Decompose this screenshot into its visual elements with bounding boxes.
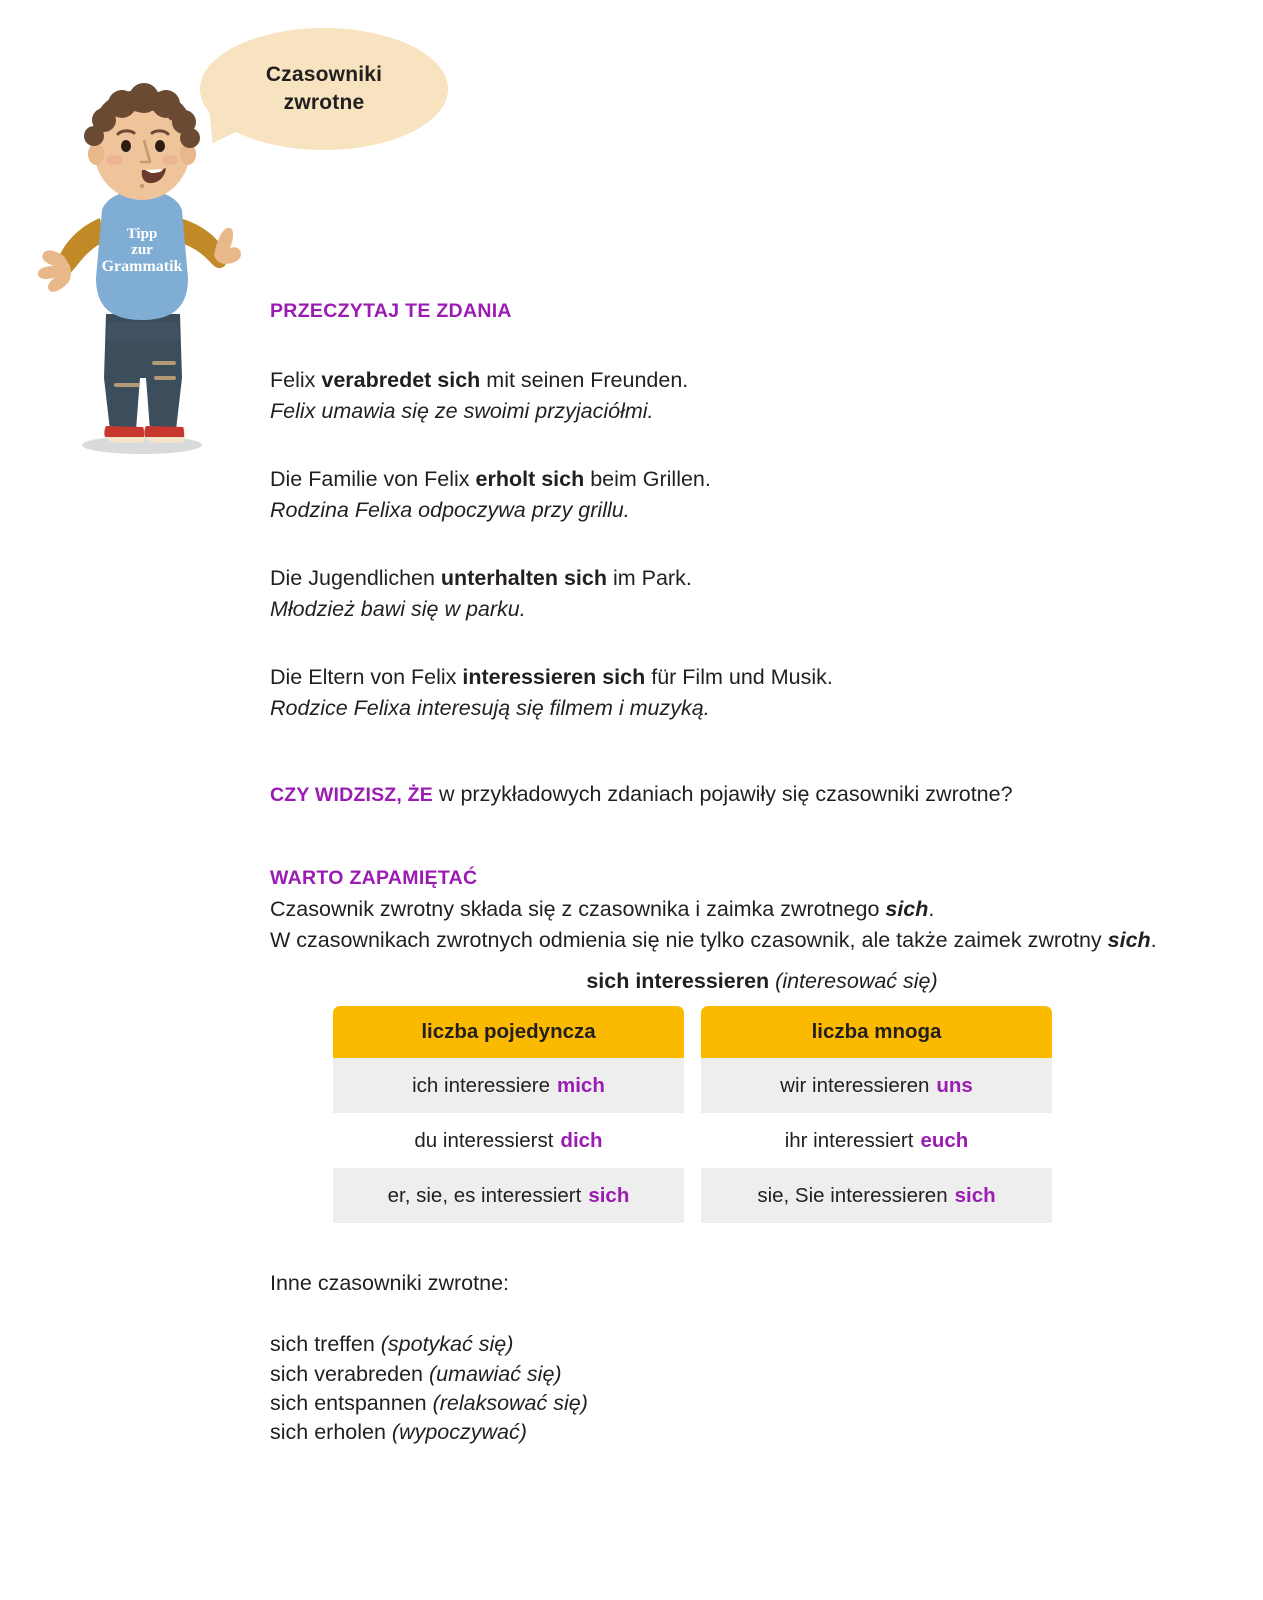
reflexive-pronoun: sich: [954, 1183, 996, 1207]
german-reflexive-verb: interessieren sich: [462, 665, 646, 690]
conjugation-table-title: [270, 969, 1230, 994]
conjugation-verb: sich interessieren: [586, 969, 770, 994]
reflexive-pronoun: mich: [557, 1073, 605, 1097]
german-sentence: [270, 464, 1230, 495]
shirt-text-line3: Grammatik: [101, 258, 183, 275]
remember-line-2: [270, 925, 1230, 956]
shirt-text-line2: zur: [131, 242, 153, 258]
german-reflexive-verb: verabredet sich: [321, 368, 481, 392]
remember-heading: WARTO ZAPAMIĘTAĆ: [270, 867, 478, 890]
conjugation-verb-form: er, sie, es interessiert: [387, 1183, 582, 1207]
list-item: [270, 1360, 1230, 1389]
reflexive-pronoun: uns: [936, 1073, 973, 1097]
notice-rest: w przykładowych zdaniach pojawiły się czasowniki zwrotne?: [432, 782, 1013, 807]
worksheet-content: [270, 300, 1230, 1447]
remember-line-2-after: .: [1150, 927, 1157, 952]
verb-polish: (umawiać się): [428, 1361, 562, 1386]
sentence-pair: [270, 563, 1230, 624]
remember-line-1-bold: sich: [885, 897, 929, 922]
german-text-before: Felix: [270, 368, 322, 392]
verb-polish: (relaksować się): [432, 1390, 588, 1415]
reflexive-pronoun: euch: [920, 1128, 969, 1152]
other-verbs-lead: Inne czasowniki zwrotne:: [270, 1271, 509, 1296]
speech-bubble: [200, 28, 448, 150]
list-item: [270, 1389, 1230, 1418]
german-reflexive-verb: erholt sich: [475, 467, 585, 492]
other-verbs-section: [270, 1271, 1230, 1447]
remember-line-2-before: W czasownikach zwrotnych odmienia się nie tylko czasownik, ale także zaimek zwrotny: [270, 927, 1108, 952]
conjugation-verb-form: ich interessiere: [412, 1073, 550, 1097]
remember-line-1-after: .: [928, 897, 935, 922]
conjugation-verb-form: ihr interessiert: [784, 1128, 914, 1152]
remember-line-1: [270, 894, 1230, 925]
conjugation-column-plural: [701, 1006, 1052, 1223]
speech-bubble-line-2: zwrotne: [283, 91, 365, 114]
speech-bubble-line-1: Czasowniki: [265, 62, 383, 86]
conjugation-verb-form: wir interessieren: [780, 1073, 930, 1097]
plural-column-header: liczba mnoga: [701, 1006, 1052, 1058]
example-sentence-list: [270, 365, 1230, 723]
table-row: [701, 1058, 1052, 1113]
german-sentence: [270, 365, 1230, 396]
table-row: [333, 1058, 684, 1113]
sentence-pair: [270, 464, 1230, 525]
reflexive-pronoun: dich: [560, 1128, 603, 1152]
shirt-text-line1: Tipp: [126, 226, 158, 242]
remember-section: [270, 867, 1230, 955]
table-row: [333, 1113, 684, 1168]
german-text-after: mit seinen Freunden.: [480, 368, 689, 392]
german-text-after: im Park.: [606, 566, 692, 591]
singular-column-header: liczba pojedyncza: [333, 1006, 684, 1058]
conjugation-table: [333, 1006, 1053, 1223]
german-reflexive-verb: unterhalten sich: [440, 566, 607, 591]
other-verbs-list: [270, 1330, 1230, 1447]
reflexive-pronoun: sich: [588, 1183, 630, 1207]
remember-line-2-bold: sich: [1107, 927, 1151, 952]
german-sentence: [270, 563, 1230, 594]
conjugation-column-singular: [333, 1006, 684, 1223]
notice-lead: CZY WIDZISZ, ŻE: [270, 784, 433, 807]
verb-german: sich entspannen: [270, 1390, 433, 1415]
verb-german: sich verabreden: [270, 1361, 429, 1386]
verb-german: sich erholen: [270, 1420, 392, 1445]
german-text-before: Die Eltern von Felix: [270, 665, 463, 690]
sentence-pair: [270, 365, 1230, 426]
table-row: [333, 1168, 684, 1223]
german-sentence: [270, 662, 1230, 693]
verb-polish: (spotykać się): [380, 1332, 514, 1357]
verb-polish: (wypoczywać): [391, 1420, 527, 1445]
german-text-before: Die Familie von Felix: [270, 467, 476, 492]
read-section-heading: PRZECZYTAJ TE ZDANIA: [270, 300, 512, 322]
german-text-after: für Film und Musik.: [645, 665, 833, 690]
list-item: [270, 1418, 1230, 1447]
conjugation-verb-form: sie, Sie interessieren: [757, 1183, 948, 1207]
verb-german: sich treffen: [270, 1332, 381, 1357]
conjugation-verb-translation: (interesować się): [775, 969, 938, 994]
remember-line-1-before: Czasownik zwrotny składa się z czasownika i zaimka zwrotnego: [270, 897, 886, 922]
polish-translation: Rodzice Felixa interesują się filmem i muzyką.: [270, 695, 710, 720]
german-text-before: Die Jugendlichen: [270, 566, 441, 591]
list-item: [270, 1330, 1230, 1359]
notice-line: [270, 779, 1230, 809]
german-text-after: beim Grillen.: [584, 467, 711, 492]
sentence-pair: [270, 662, 1230, 723]
table-row: [701, 1113, 1052, 1168]
polish-translation: Felix umawia się ze swoimi przyjaciółmi.: [270, 398, 654, 423]
table-row: [701, 1168, 1052, 1223]
polish-translation: Rodzina Felixa odpoczywa przy grillu.: [270, 497, 630, 522]
polish-translation: Młodzież bawi się w parku.: [270, 596, 526, 621]
conjugation-verb-form: du interessierst: [414, 1128, 554, 1152]
